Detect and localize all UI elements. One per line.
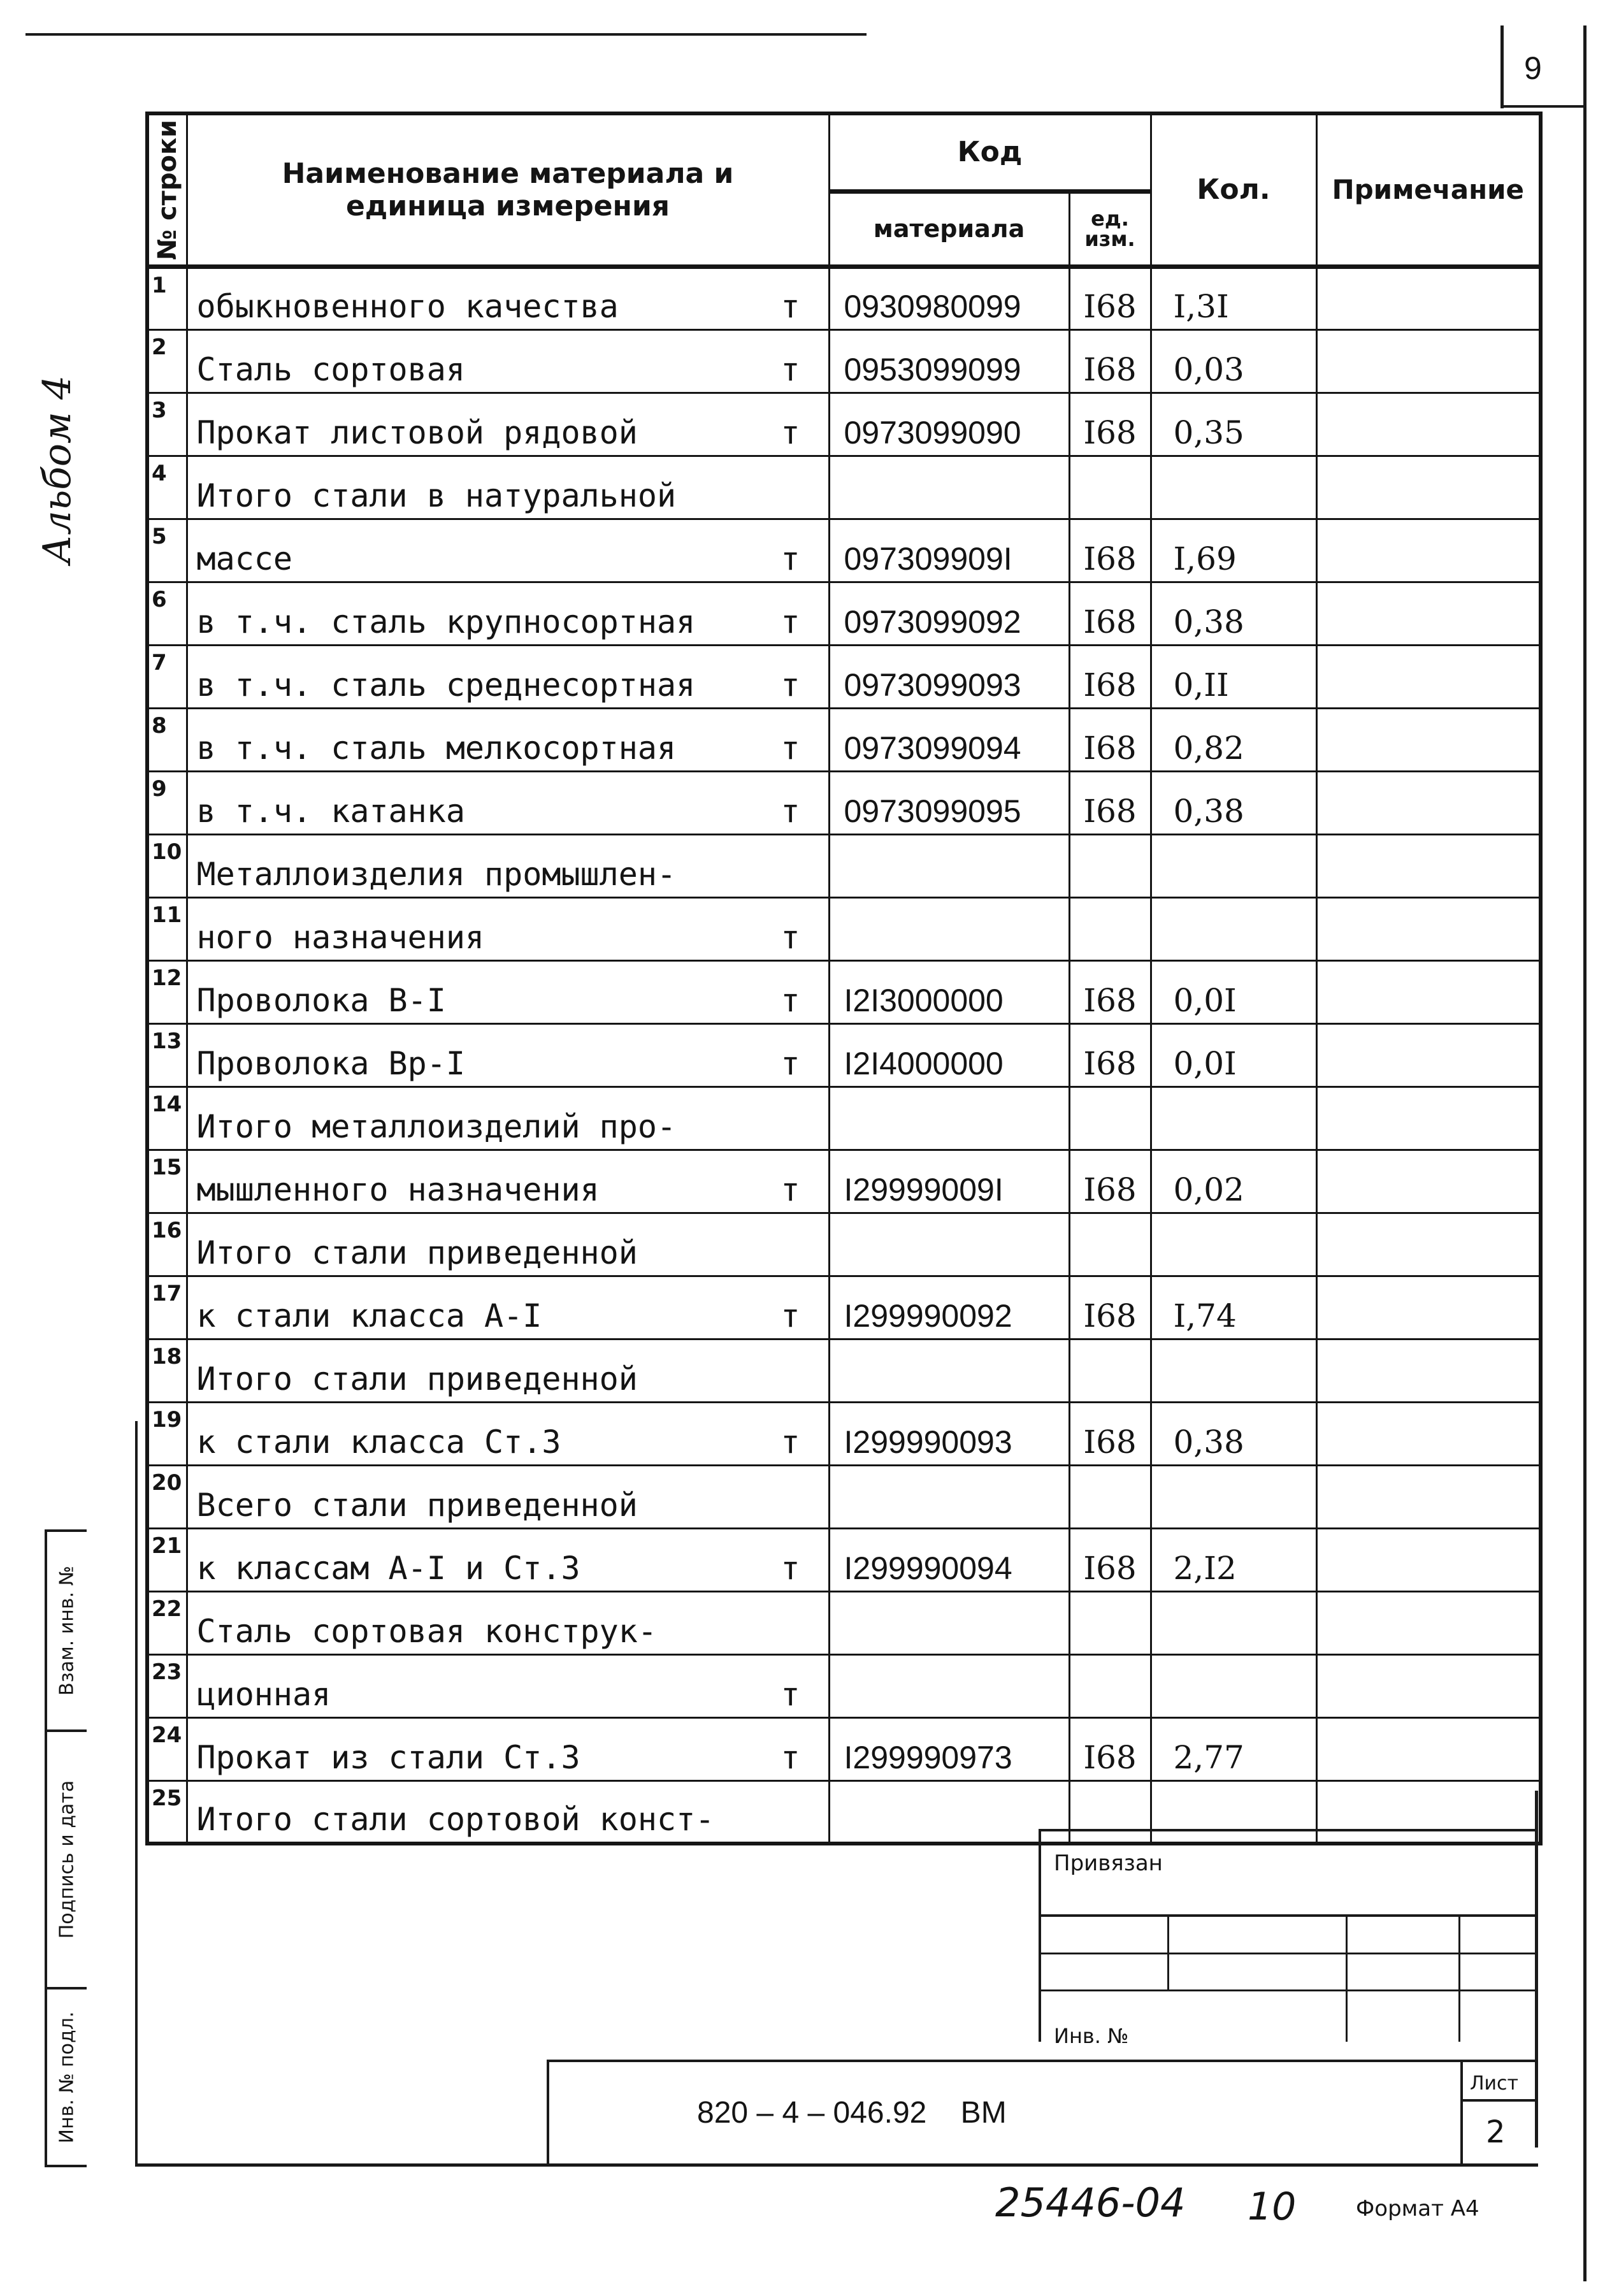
note-cell	[1316, 329, 1541, 393]
row-number: 2	[147, 329, 187, 393]
material-spec-table	[145, 112, 1543, 1845]
unit-code: I68	[1069, 1717, 1151, 1780]
unit-code: I68	[1069, 582, 1151, 645]
table-row	[147, 1402, 1541, 1465]
unit-code: I68	[1069, 1402, 1151, 1465]
table-row	[147, 771, 1541, 834]
row-number: 22	[147, 1591, 187, 1654]
unit-code: I68	[1069, 771, 1151, 834]
note-cell	[1316, 393, 1541, 456]
measure-unit: т	[781, 287, 800, 325]
quantity: 0,03	[1151, 329, 1316, 393]
right-frame-line	[1500, 25, 1504, 108]
note-cell	[1316, 1528, 1541, 1591]
quantity	[1151, 897, 1316, 960]
row-number: 20	[147, 1465, 187, 1528]
material-name: Проволока Вр-I т	[187, 1023, 829, 1087]
material-code	[829, 1339, 1069, 1402]
measure-unit: т	[781, 1171, 800, 1208]
inv-no-label: Инв. №	[1054, 2024, 1129, 2048]
header-row-number: № строки	[147, 113, 187, 266]
table-row	[147, 1717, 1541, 1780]
note-cell	[1316, 1654, 1541, 1717]
material-name: обыкновенного качества т	[187, 266, 829, 329]
table-row	[147, 960, 1541, 1023]
measure-unit: т	[781, 1297, 800, 1334]
album-label: Альбом 4	[35, 375, 80, 564]
note-cell	[1316, 1213, 1541, 1276]
material-code: 0973099092	[829, 582, 1069, 645]
quantity: 0,II	[1151, 645, 1316, 708]
sheet-label: Лист	[1470, 2072, 1519, 2095]
quantity	[1151, 834, 1316, 897]
row-number: 12	[147, 960, 187, 1023]
material-code: 0953099099	[829, 329, 1069, 393]
material-code: 0973099090	[829, 393, 1069, 456]
note-cell	[1316, 708, 1541, 771]
quantity: 0,38	[1151, 771, 1316, 834]
note-cell	[1316, 582, 1541, 645]
note-cell	[1316, 1023, 1541, 1087]
quantity	[1151, 1213, 1316, 1276]
header-code-material: материала	[829, 191, 1069, 266]
row-number: 4	[147, 456, 187, 519]
material-name: к стали класса Ст.3 т	[187, 1402, 829, 1465]
material-code: I2I4000000	[829, 1023, 1069, 1087]
doc-code-block	[547, 2060, 1537, 2167]
material-name: Итого стали в натуральной	[187, 456, 829, 519]
quantity: 0,35	[1151, 393, 1316, 456]
material-name: в т.ч. сталь среднесортная т	[187, 645, 829, 708]
table-row	[147, 1339, 1541, 1402]
material-code: I2I3000000	[829, 960, 1069, 1023]
note-cell	[1316, 771, 1541, 834]
material-code: I299990094	[829, 1528, 1069, 1591]
material-name: мышленного назначения т	[187, 1150, 829, 1213]
material-name: Проволока В-I т	[187, 960, 829, 1023]
unit-code: I68	[1069, 393, 1151, 456]
note-cell	[1316, 1276, 1541, 1339]
header-code: Код	[829, 113, 1151, 191]
note-cell	[1316, 897, 1541, 960]
top-frame-line	[25, 33, 867, 36]
unit-code: I68	[1069, 1023, 1151, 1087]
measure-unit: т	[781, 603, 800, 640]
note-cell	[1316, 1150, 1541, 1213]
row-number: 8	[147, 708, 187, 771]
measure-unit: т	[781, 918, 800, 956]
measure-unit: т	[781, 666, 800, 704]
unit-code: I68	[1069, 645, 1151, 708]
row-number: 24	[147, 1717, 187, 1780]
quantity: 0,38	[1151, 1402, 1316, 1465]
unit-code: I68	[1069, 519, 1151, 582]
quantity: I,3I	[1151, 266, 1316, 329]
quantity	[1151, 1591, 1316, 1654]
privyazan-block	[1039, 1829, 1538, 2048]
measure-unit: т	[781, 540, 800, 577]
table-row	[147, 708, 1541, 771]
row-number: 7	[147, 645, 187, 708]
row-number: 19	[147, 1402, 187, 1465]
unit-code: I68	[1069, 960, 1151, 1023]
unit-code	[1069, 834, 1151, 897]
material-name: в т.ч. сталь мелкосортная т	[187, 708, 829, 771]
note-cell	[1316, 834, 1541, 897]
table-row	[147, 1465, 1541, 1528]
material-code	[829, 1780, 1069, 1844]
sheet-number: 2	[1486, 2114, 1506, 2150]
material-name: к стали класса А-I т	[187, 1276, 829, 1339]
table-row	[147, 456, 1541, 519]
quantity	[1151, 456, 1316, 519]
material-name: Металлоизделия промышлен-	[187, 834, 829, 897]
material-name: в т.ч. сталь крупносортная т	[187, 582, 829, 645]
table-row	[147, 897, 1541, 960]
note-cell	[1316, 1339, 1541, 1402]
row-number: 23	[147, 1654, 187, 1717]
table-row	[147, 1654, 1541, 1717]
header-quantity: Кол.	[1151, 113, 1316, 266]
quantity: 2,I2	[1151, 1528, 1316, 1591]
material-name: ционная т	[187, 1654, 829, 1717]
material-name: Всего стали приведенной	[187, 1465, 829, 1528]
quantity: 2,77	[1151, 1717, 1316, 1780]
table-row	[147, 1150, 1541, 1213]
quantity: I,74	[1151, 1276, 1316, 1339]
material-code	[829, 1087, 1069, 1150]
unit-code	[1069, 1654, 1151, 1717]
row-number: 15	[147, 1150, 187, 1213]
note-cell	[1316, 1087, 1541, 1150]
material-code: 097309909I	[829, 519, 1069, 582]
note-cell	[1316, 1717, 1541, 1780]
table-row	[147, 1528, 1541, 1591]
unit-code	[1069, 1465, 1151, 1528]
page-number: 9	[1524, 50, 1542, 86]
header-material-name: Наименование материала и единица измерения	[187, 113, 829, 266]
archive-number: 25446-04	[995, 2179, 1186, 2226]
measure-unit: т	[781, 1423, 800, 1461]
table-row	[147, 266, 1541, 329]
page-number-underline	[1500, 105, 1587, 108]
measure-unit: т	[781, 1738, 800, 1776]
quantity	[1151, 1087, 1316, 1150]
material-name: ного назначения т	[187, 897, 829, 960]
material-code	[829, 897, 1069, 960]
header-code-unit: ед. изм.	[1069, 191, 1151, 266]
side-stamp-vzam-inv: Взам. инв. №	[45, 1529, 87, 1732]
unit-code	[1069, 1087, 1151, 1150]
table-row	[147, 1276, 1541, 1339]
header-note: Примечание	[1316, 113, 1541, 266]
measure-unit: т	[781, 1549, 800, 1587]
quantity: 0,0I	[1151, 1023, 1316, 1087]
unit-code: I68	[1069, 1528, 1151, 1591]
material-name: в т.ч. катанка т	[187, 771, 829, 834]
material-name: Итого металлоизделий про-	[187, 1087, 829, 1150]
unit-code: I68	[1069, 329, 1151, 393]
measure-unit: т	[781, 350, 800, 388]
row-number: 3	[147, 393, 187, 456]
quantity: 0,0I	[1151, 960, 1316, 1023]
note-cell	[1316, 456, 1541, 519]
table-row	[147, 645, 1541, 708]
sheet-sequence: 10	[1248, 2184, 1297, 2229]
material-name: массе т	[187, 519, 829, 582]
material-code: 0973099095	[829, 771, 1069, 834]
row-number: 9	[147, 771, 187, 834]
side-stamp-signature-date: Подпись и дата	[45, 1729, 87, 1989]
material-code	[829, 1465, 1069, 1528]
row-number: 11	[147, 897, 187, 960]
row-number: 18	[147, 1339, 187, 1402]
row-number: 5	[147, 519, 187, 582]
row-number: 1	[147, 266, 187, 329]
material-code: 0973099093	[829, 645, 1069, 708]
material-name: Прокат из стали Ст.3 т	[187, 1717, 829, 1780]
quantity: I,69	[1151, 519, 1316, 582]
material-code	[829, 1591, 1069, 1654]
table-row	[147, 1023, 1541, 1087]
table-row	[147, 393, 1541, 456]
material-code: 0973099094	[829, 708, 1069, 771]
material-name: Прокат листовой рядовой т	[187, 393, 829, 456]
measure-unit: т	[781, 792, 800, 830]
unit-code: I68	[1069, 266, 1151, 329]
note-cell	[1316, 519, 1541, 582]
material-name: Сталь сортовая конструк-	[187, 1591, 829, 1654]
measure-unit: т	[781, 1044, 800, 1082]
row-number: 17	[147, 1276, 187, 1339]
material-code: 0930980099	[829, 266, 1069, 329]
row-number: 10	[147, 834, 187, 897]
quantity: 0,38	[1151, 582, 1316, 645]
note-cell	[1316, 960, 1541, 1023]
quantity: 0,02	[1151, 1150, 1316, 1213]
note-cell	[1316, 645, 1541, 708]
document-code: 820 – 4 – 046.92 ВМ	[697, 2096, 1007, 2130]
row-number: 16	[147, 1213, 187, 1276]
row-number: 6	[147, 582, 187, 645]
format-label: Формат А4	[1356, 2196, 1479, 2221]
stamp-edge-line	[135, 1421, 138, 2167]
table-row	[147, 1591, 1541, 1654]
table-row	[147, 582, 1541, 645]
table-row	[147, 519, 1541, 582]
unit-code: I68	[1069, 708, 1151, 771]
quantity	[1151, 1339, 1316, 1402]
material-name: Итого стали сортовой конст-	[187, 1780, 829, 1844]
row-number: 14	[147, 1087, 187, 1150]
unit-code	[1069, 1591, 1151, 1654]
material-name: Итого стали приведенной	[187, 1339, 829, 1402]
unit-code	[1069, 456, 1151, 519]
measure-unit: т	[781, 729, 800, 767]
note-cell	[1316, 1402, 1541, 1465]
quantity	[1151, 1654, 1316, 1717]
unit-code: I68	[1069, 1150, 1151, 1213]
material-code	[829, 834, 1069, 897]
measure-unit: т	[781, 981, 800, 1019]
material-name: к классам А-I и Ст.3 т	[187, 1528, 829, 1591]
table-row	[147, 1213, 1541, 1276]
material-code	[829, 1213, 1069, 1276]
note-cell	[1316, 1465, 1541, 1528]
right-frame-line-2	[1583, 25, 1587, 2281]
note-cell	[1316, 266, 1541, 329]
material-code	[829, 456, 1069, 519]
material-code: I299990093	[829, 1402, 1069, 1465]
unit-code	[1069, 1213, 1151, 1276]
row-number: 21	[147, 1528, 187, 1591]
table-row	[147, 1087, 1541, 1150]
quantity: 0,82	[1151, 708, 1316, 771]
unit-code	[1069, 897, 1151, 960]
material-code	[829, 1654, 1069, 1717]
material-code: I29999009I	[829, 1150, 1069, 1213]
measure-unit: т	[781, 1675, 800, 1713]
unit-code: I68	[1069, 1276, 1151, 1339]
unit-code	[1069, 1339, 1151, 1402]
measure-unit: т	[781, 414, 800, 451]
row-number: 25	[147, 1780, 187, 1844]
quantity	[1151, 1465, 1316, 1528]
table-row	[147, 834, 1541, 897]
side-stamp-inv-podl: Инв. № подл.	[45, 1987, 87, 2167]
row-number: 13	[147, 1023, 187, 1087]
material-code: I299990973	[829, 1717, 1069, 1780]
table-row	[147, 329, 1541, 393]
material-code: I299990092	[829, 1276, 1069, 1339]
privyazan-label: Привязан	[1054, 1851, 1163, 1876]
note-cell	[1316, 1591, 1541, 1654]
material-name: Сталь сортовая т	[187, 329, 829, 393]
material-name: Итого стали приведенной	[187, 1213, 829, 1276]
